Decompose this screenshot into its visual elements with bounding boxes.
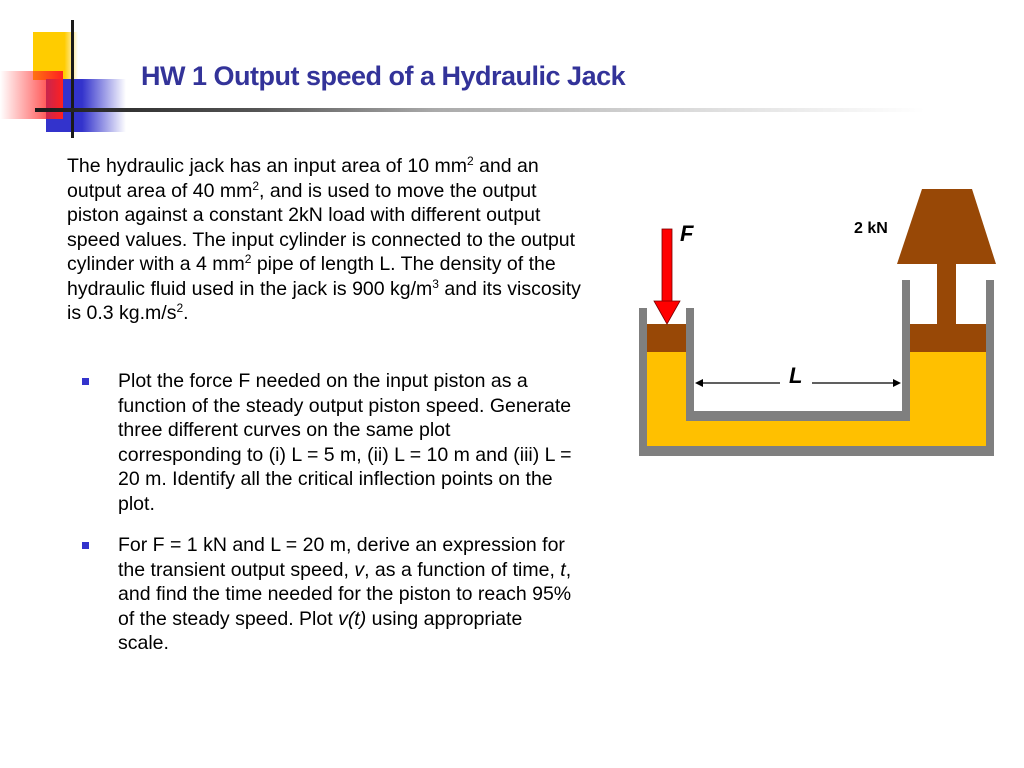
- superscript: 2: [176, 301, 184, 315]
- intro-text: .: [183, 302, 189, 324]
- variable-v: v: [354, 558, 365, 581]
- superscript: 2: [244, 252, 252, 266]
- intro-text: and an output area of 40 mm: [67, 155, 539, 202]
- title-divider: [35, 108, 925, 112]
- hydraulic-fluid: [647, 351, 987, 447]
- bullet-text-part: For F = 1 kN and L = 20 m, derive an expression for the transient output speed,: [118, 534, 565, 581]
- force-arrow-icon: [654, 229, 680, 324]
- bullet-text-part: using appropriate scale.: [118, 607, 523, 654]
- logo-vertical-line: [71, 20, 74, 138]
- bullet-text-part: , and find the time needed for the piston to reach 95% of the steady speed. Plot: [118, 558, 572, 630]
- intro-text: pipe of length L. The density of the hydraulic fluid used in the jack is 900 kg/m: [67, 253, 556, 300]
- superscript: 2: [466, 154, 474, 168]
- output-piston-rod: [937, 263, 956, 325]
- length-dimension-arrow: [695, 379, 901, 387]
- bullet-square-icon: [82, 378, 89, 385]
- bullet-text-part: , as a function of time,: [364, 558, 561, 581]
- intro-text: The hydraulic jack has an input area of 10 mm: [67, 155, 467, 177]
- decorative-logo: [0, 0, 150, 140]
- input-piston: [647, 324, 687, 352]
- bullet-text: Plot the force F needed on the input piston as a function of the steady output piston speed. Generate three different curves on the same plot corresponding to (i) L = 5 m, (ii) L = 10 m and (iii) L = 20 m. Identify all the critical inflection points on the plot.: [118, 370, 572, 515]
- load-label: 2 kN: [854, 220, 888, 237]
- function-vt: v(t): [338, 607, 367, 630]
- load-weight: [897, 189, 996, 264]
- superscript: 3: [432, 276, 439, 291]
- bullet-square-icon: [82, 542, 89, 549]
- force-label: F: [680, 221, 694, 246]
- variable-t: t: [560, 558, 566, 581]
- intro-paragraph: [67, 154, 587, 326]
- superscript: 2: [252, 178, 260, 193]
- length-label: L: [789, 363, 803, 388]
- bullet-text: [118, 533, 578, 656]
- intro-text: , and is used to move the output piston against a constant 2kN load with different output speed values. The input cylinder is connected to the output cylinder with a 4 mm: [67, 179, 576, 275]
- output-piston: [909, 324, 987, 352]
- slide-title: HW 1 Output speed of a Hydraulic Jack: [141, 61, 626, 91]
- intro-text: and its viscosity is 0.3 kg.m/s: [67, 277, 581, 324]
- cylinder-walls: [639, 280, 994, 456]
